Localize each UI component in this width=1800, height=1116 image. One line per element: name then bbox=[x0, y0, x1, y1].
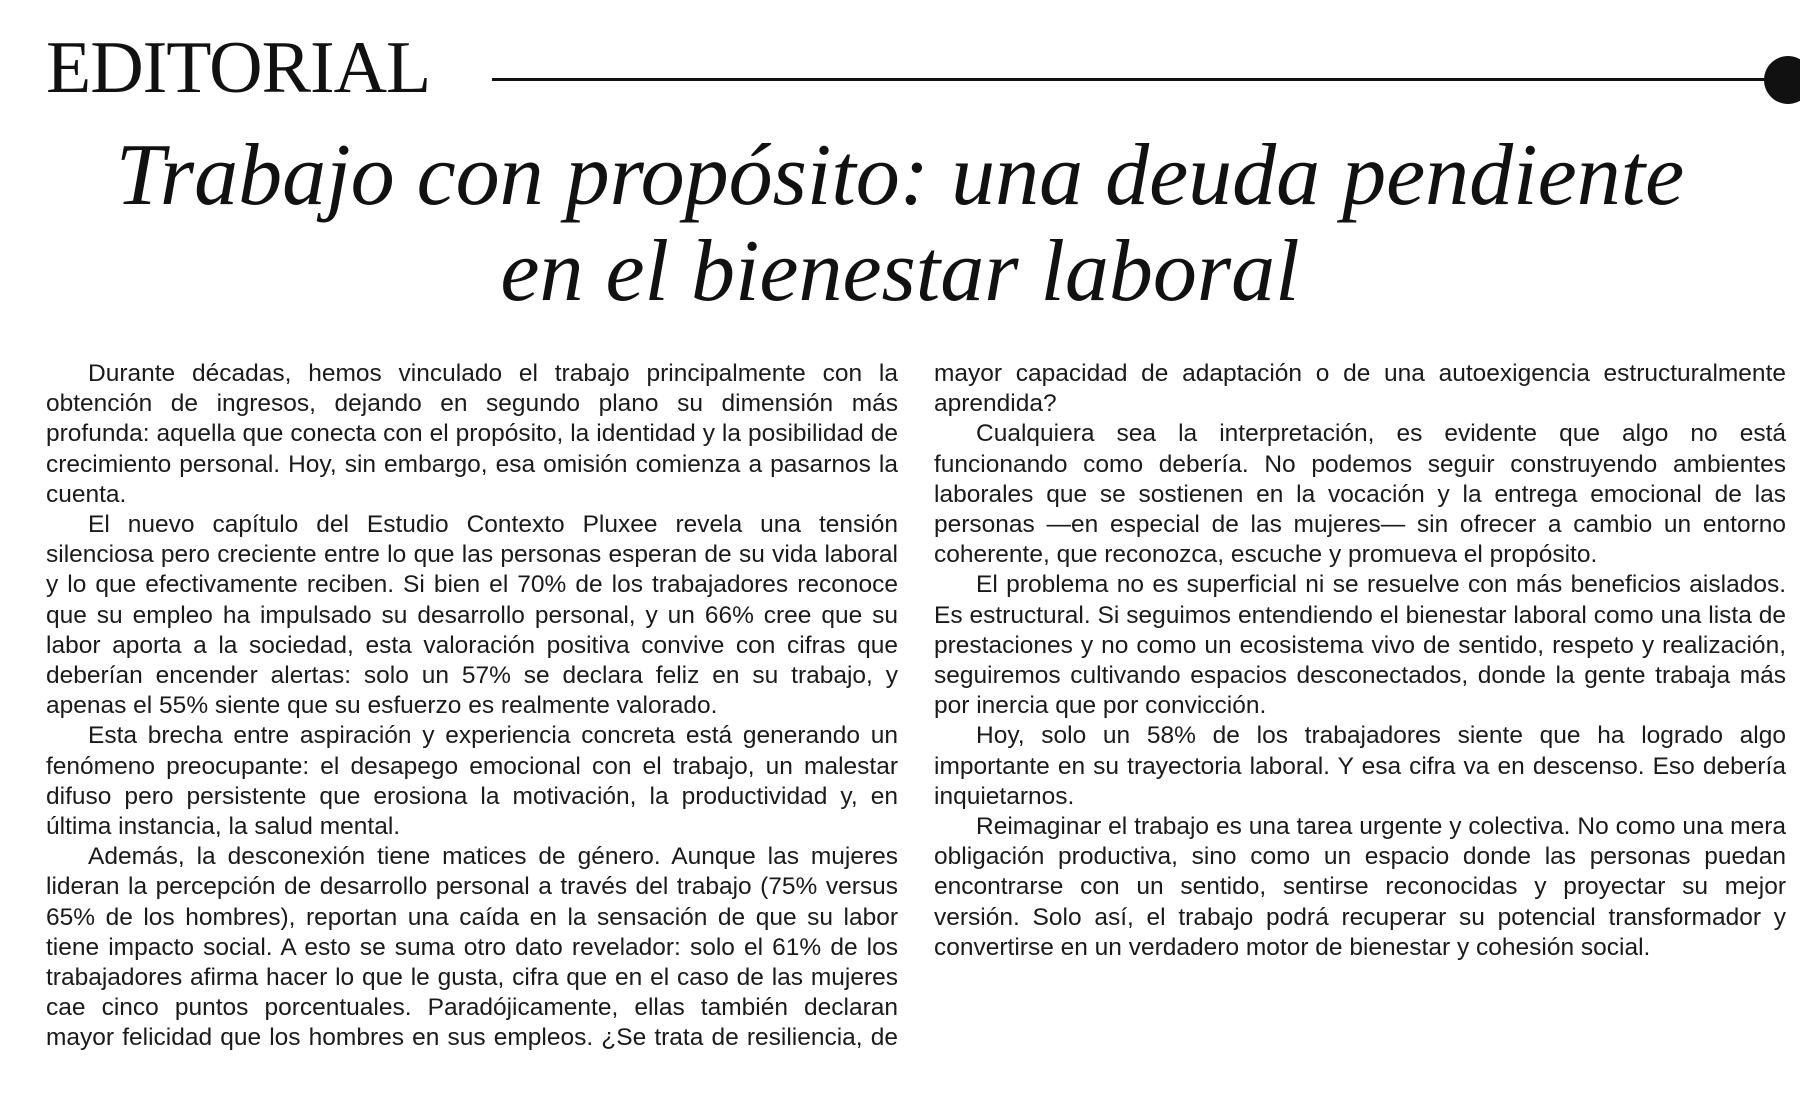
headline-line-2: en el bienestar laboral bbox=[500, 223, 1300, 320]
body-paragraph: Durante décadas, hemos vinculado el trabajo principalmente con la obtención de ingresos, dejando en segundo plano su dimensión más profunda: aquella que conecta con el propósito, la identidad y la posibilidad de crecimiento personal. Hoy, sin embargo, esa omisión comienza a pasarnos la cuenta. bbox=[46, 360, 898, 508]
headline-line-1: Trabajo con propósito: una deuda pendiente bbox=[115, 127, 1685, 224]
body-paragraph: Cualquiera sea la interpretación, es evidente que algo no está funcionando como debería. No podemos seguir construyendo ambientes laborales que se sostienen en la vocación y la entrega emocional de las personas —en especial de las mujeres— sin ofrecer a cambio un entorno coherente, que reconozca, escuche y promueva el propósito. bbox=[934, 420, 1786, 569]
body-paragraph: Reimaginar el trabajo es una tarea urgente y colectiva. No como una mera obligación productiva, sino como un espacio donde las personas puedan encontrarse con un sentido, sentirse reconocidas y proyectar su mejor versión. Solo así, el trabajo podrá recuperar su potencial transformador y convertirse en un verdadero motor de bienestar y cohesión social. bbox=[934, 813, 1786, 961]
body-paragraph: El problema no es superficial ni se resuelve con más beneficios aislados. Es estructural. Si seguimos entendiendo el bienestar laboral como una lista de prestaciones y no como un ecosistema vivo de sentido, respeto y realización, seguiremos cultivando espacios desconectados, donde la gente trabaja más por inercia que por convicción. bbox=[934, 571, 1786, 720]
article-headline bbox=[40, 128, 1760, 320]
section-rule-dot bbox=[1764, 56, 1800, 104]
section-label: EDITORIAL bbox=[46, 27, 431, 109]
article-body bbox=[46, 359, 1786, 1099]
body-paragraph: Esta brecha entre aspiración y experiencia concreta está generando un fenómeno preocupante: el desapego emocional con el trabajo, un malestar difuso pero persistente que erosiona la motivación, la productividad y, en última instancia, la salud mental. bbox=[46, 722, 898, 841]
section-rule bbox=[492, 78, 1766, 81]
body-paragraph: Además, la desconexión tiene matices de género. Aunque las mujeres lideran la percepción de desarrollo personal a través del trabajo (75% versus 65% de los hombres), reportan una caída en la sensación de que su labor tiene impacto social. A esto se suma otro dato revelador: solo el 61% de los trabajadores afirma hacer lo que le gusta, cifra que en el caso de las mujeres cae cinco puntos porcentuales. Paradójicamente, ellas también declaran mayor felicidad que los hombres en sus empleos. ¿Se trata de resiliencia, de mayor capacidad de adaptación o de una autoexigencia estructuralmente aprendida? bbox=[46, 360, 1786, 1052]
body-paragraph: El nuevo capítulo del Estudio Contexto Pluxee revela una tensión silenciosa pero creciente entre lo que las personas esperan de su vida laboral y lo que efectivamente reciben. Si bien el 70% de los trabajadores reconoce que su empleo ha impulsado su desarrollo personal, y un 66% cree que su labor aporta a la sociedad, esta valoración positiva convive con cifras que deberían encender alertas: solo un 57% se declara feliz en su trabajo, y apenas el 55% siente que su esfuerzo es realmente valorado. bbox=[46, 511, 898, 720]
body-paragraph: Hoy, solo un 58% de los trabajadores siente que ha logrado algo importante en su trayectoria laboral. Y esa cifra va en descenso. Eso debería inquietarnos. bbox=[934, 722, 1786, 810]
section-header bbox=[46, 26, 1770, 116]
